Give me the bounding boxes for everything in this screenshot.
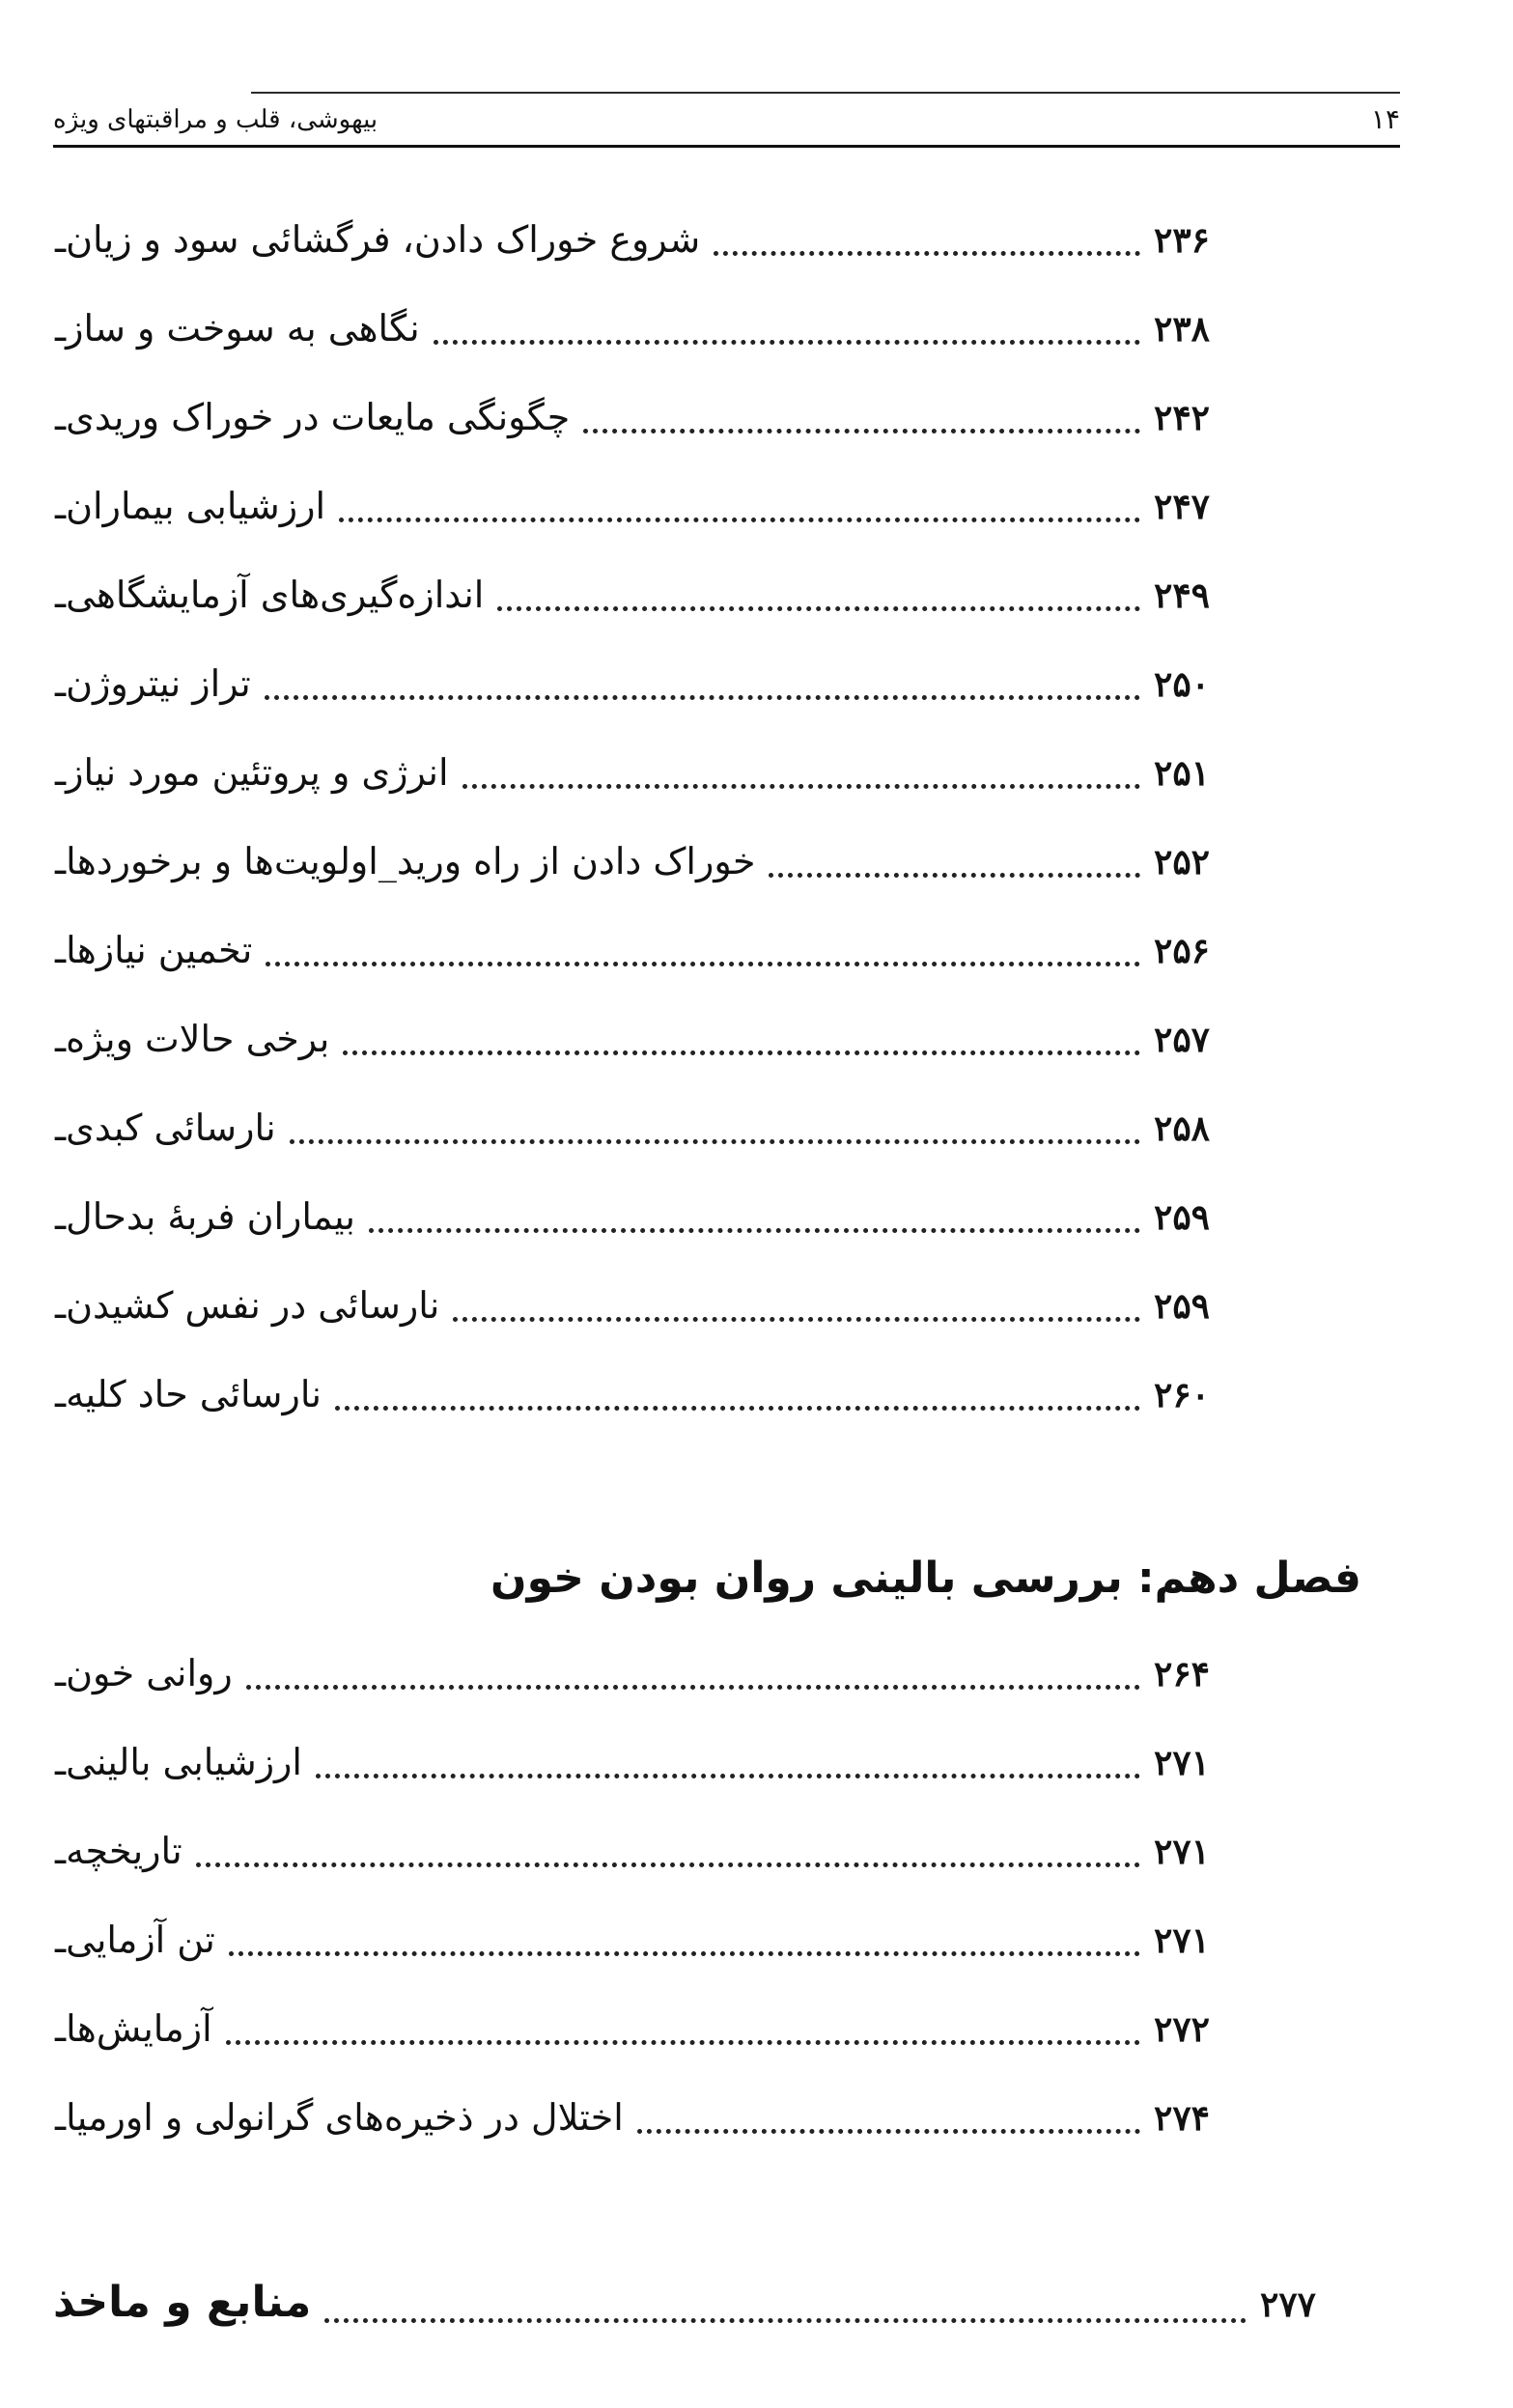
entry-page-number: ۲۷۴	[1154, 2098, 1211, 2139]
dot-leader	[290, 1139, 1140, 1144]
entry-title: نارسائی در نفس کشیدن	[66, 1284, 440, 1327]
entry-title: نگاهی به سوخت و ساز	[66, 307, 420, 350]
entry-page-number: ۲۴۲	[1154, 398, 1211, 438]
dot-leader	[714, 251, 1140, 256]
entry-page-number: ۲۷۱	[1154, 1832, 1211, 1872]
dot-leader	[434, 340, 1140, 345]
entry-title: اختلال در ذخیره‌های گرانولی و اورمیا	[66, 2096, 624, 2139]
entry-title: تن آزمایی	[66, 1918, 215, 1961]
toc-entry	[53, 1644, 1255, 1702]
entry-page-number: ۲۶۰	[1154, 1375, 1211, 1415]
entry-title: روانی خون	[66, 1652, 233, 1694]
dot-leader	[453, 1317, 1140, 1322]
entry-page-number: ۲۷۱	[1154, 1743, 1211, 1783]
dot-leader	[369, 1228, 1140, 1233]
dot-leader	[637, 2129, 1140, 2134]
entry-title: برخی حالات ویژه	[66, 1018, 330, 1060]
entry-page-number: ۲۴۷	[1154, 487, 1211, 527]
entry-title: نارسائی حاد کلیه	[66, 1373, 322, 1415]
toc-entry	[53, 2000, 1255, 2058]
references-entry	[53, 2264, 1361, 2341]
entry-dash: ـ	[55, 1652, 67, 1694]
entry-dash: ـ	[55, 307, 67, 350]
dot-leader	[196, 1862, 1140, 1867]
toc-entry	[53, 1911, 1255, 1969]
dot-leader	[339, 518, 1140, 522]
entry-title: ارزشیابی بیماران	[66, 485, 326, 527]
entry-dash: ـ	[55, 574, 67, 616]
entry-dash: ـ	[55, 1373, 67, 1415]
dot-leader	[265, 695, 1140, 700]
dot-leader	[246, 1685, 1140, 1690]
toc-entry	[53, 655, 1255, 713]
entry-dash: ـ	[55, 751, 67, 794]
references-page-number: ۲۷۷	[1260, 2284, 1317, 2325]
entry-title: ارزشیابی بالینی	[66, 1741, 302, 1783]
entry-page-number: ۲۳۸	[1154, 309, 1211, 350]
entry-dash: ـ	[55, 1741, 67, 1783]
toc-entry	[53, 1365, 1255, 1423]
dot-leader	[316, 1774, 1140, 1778]
entry-dash: ـ	[55, 929, 67, 971]
entry-page-number: ۲۵۷	[1154, 1020, 1211, 1060]
entry-page-number: ۲۵۸	[1154, 1108, 1211, 1149]
dot-leader	[229, 1951, 1140, 1956]
entry-title: آزمایش‌ها	[66, 2007, 212, 2050]
dot-leader	[335, 1406, 1140, 1411]
dot-leader	[769, 873, 1140, 878]
toc-entry	[53, 1188, 1255, 1246]
dot-leader	[497, 606, 1140, 611]
entry-page-number: ۲۵۲	[1154, 842, 1211, 882]
entry-dash: ـ	[55, 396, 67, 438]
toc-entry	[53, 743, 1255, 801]
toc-entry	[53, 1099, 1255, 1157]
entry-title: خوراک دادن از راه ورید_اولویت‌ها و برخوردها	[66, 840, 756, 882]
entry-page-number: ۲۷۱	[1154, 1920, 1211, 1961]
dot-leader	[266, 962, 1140, 966]
toc-entry	[53, 388, 1255, 446]
toc-entry	[53, 477, 1255, 535]
entry-page-number: ۲۴۹	[1154, 575, 1211, 616]
entry-page-number: ۲۷۲	[1154, 2009, 1211, 2050]
dot-leader	[226, 2040, 1140, 2045]
entry-dash: ـ	[55, 840, 67, 882]
entry-dash: ـ	[55, 2096, 67, 2139]
entry-page-number: ۲۵۹	[1154, 1197, 1211, 1238]
chapter-heading: فصل دهم: بررسی بالینی روان بودن خون	[490, 1554, 1361, 1603]
entry-page-number: ۲۵۹	[1154, 1286, 1211, 1327]
page-number: ۱۴	[1370, 103, 1400, 135]
entry-title: شروع خوراک دادن، فرگشائی سود و زیان	[66, 218, 701, 261]
entry-page-number: ۲۵۶	[1154, 931, 1211, 971]
entry-title: تخمین نیازها	[66, 929, 253, 971]
entry-title: بیماران فربهٔ بدحال	[66, 1195, 355, 1238]
toc-entry	[53, 210, 1255, 268]
header-rule-top	[251, 92, 1400, 94]
header-rule-bottom	[53, 145, 1400, 148]
entry-dash: ـ	[55, 1918, 67, 1961]
toc-entry	[53, 1733, 1255, 1791]
toc-entry	[53, 1010, 1255, 1068]
entry-page-number: ۲۵۰	[1154, 664, 1211, 705]
toc-entry	[53, 566, 1255, 624]
entry-dash: ـ	[55, 2007, 67, 2050]
entry-page-number: ۲۵۱	[1154, 753, 1211, 794]
toc-entry	[53, 1822, 1255, 1880]
entry-dash: ـ	[55, 1830, 67, 1872]
toc-entry	[53, 921, 1255, 979]
entry-title: انرژی و پروتئین مورد نیاز	[66, 751, 449, 794]
entry-title: اندازه‌گیری‌های آزمایشگاهی	[66, 574, 485, 616]
dot-leader	[343, 1050, 1140, 1055]
dot-leader	[324, 2318, 1247, 2323]
entry-dash: ـ	[55, 662, 67, 705]
entry-title: تاریخچه	[66, 1830, 182, 1872]
toc-entry	[53, 2088, 1255, 2146]
entry-dash: ـ	[55, 1284, 67, 1327]
entry-page-number: ۲۶۴	[1154, 1654, 1211, 1694]
toc-entry	[53, 832, 1255, 890]
entry-title: تراز نیتروژن	[66, 662, 251, 705]
entry-title: نارسائی کبدی	[66, 1106, 276, 1149]
references-title: منابع و ماخذ	[53, 2278, 312, 2327]
entry-title: چگونگی مایعات در خوراک وریدی	[66, 396, 571, 438]
entry-dash: ـ	[55, 218, 67, 261]
entry-page-number: ۲۳۶	[1154, 220, 1211, 261]
entry-dash: ـ	[55, 1018, 67, 1060]
dot-leader	[462, 784, 1140, 789]
running-title: بیهوشی، قلب و مراقبتهای ویژه	[53, 105, 378, 134]
toc-entry	[53, 299, 1255, 357]
entry-dash: ـ	[55, 485, 67, 527]
dot-leader	[583, 429, 1140, 434]
toc-entry	[53, 1276, 1255, 1334]
entry-dash: ـ	[55, 1106, 67, 1149]
entry-dash: ـ	[55, 1195, 67, 1238]
